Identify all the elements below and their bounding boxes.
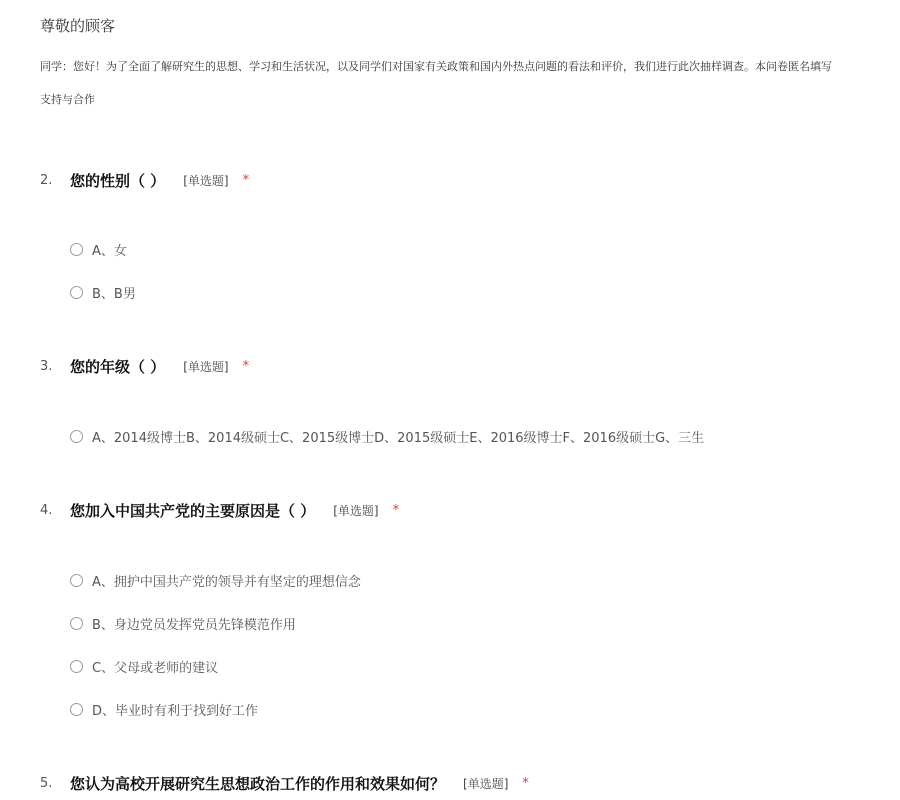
survey-greeting: 尊敬的顾客 (40, 17, 116, 35)
question-number: 4. (40, 502, 53, 518)
radio-button[interactable] (70, 243, 83, 256)
option-label: B、身边党员发挥党员先锋模范作用 (92, 617, 296, 633)
question-type-tag: [单选题] (333, 503, 379, 518)
option-label: C、父母或老师的建议 (92, 660, 219, 676)
radio-button[interactable] (70, 430, 83, 443)
radio-button[interactable] (70, 286, 83, 299)
survey-intro: 同学：您好！为了全面了解研究生的思想、学习和生活状况，以及同学们对国家有关政策和国内外热点问题的看法和评价，我们进行此次抽样调查。本问卷匿名填写 (40, 60, 832, 73)
question-type-tag: [单选题] (183, 359, 229, 374)
question-header (40, 499, 399, 521)
option-label: B、B男 (92, 286, 136, 302)
question-header (40, 355, 249, 377)
option-female[interactable] (70, 240, 127, 258)
question-number: 3. (40, 358, 53, 374)
question-title: 您的性别（ ） (70, 171, 166, 190)
question-title: 您的年级（ ） (70, 357, 166, 376)
option-label: A、2014级博士B、2014级硕士C、2015级博士D、2015级硕士E、2016级博士F、2016级硕士G、三生 (92, 430, 705, 446)
radio-button[interactable] (70, 660, 83, 673)
question-header (40, 772, 529, 794)
required-marker: * (242, 358, 250, 374)
option-male[interactable] (70, 283, 136, 301)
required-marker: * (392, 502, 400, 518)
required-marker: * (242, 172, 250, 188)
radio-button[interactable] (70, 703, 83, 716)
option-d[interactable] (70, 700, 258, 718)
radio-button[interactable] (70, 617, 83, 630)
question-header (40, 169, 249, 191)
question-type-tag: [单选题] (463, 776, 509, 791)
radio-button[interactable] (70, 574, 83, 587)
option-b[interactable] (70, 614, 296, 632)
survey-intro-continued: 支持与合作 (40, 93, 95, 106)
required-marker: * (522, 775, 529, 791)
option-grade[interactable] (70, 427, 704, 445)
question-number: 5. (40, 775, 53, 791)
question-title: 您加入中国共产党的主要原因是（ ） (70, 501, 316, 520)
option-label: A、拥护中国共产党的领导并有坚定的理想信念 (92, 574, 361, 590)
option-c[interactable] (70, 657, 218, 675)
question-title: 您认为高校开展研究生思想政治工作的作用和效果如何？ (70, 774, 446, 793)
option-a[interactable] (70, 571, 361, 589)
question-number: 2. (40, 172, 53, 188)
question-type-tag: [单选题] (183, 173, 229, 188)
option-label: A、女 (92, 243, 127, 259)
option-label: D、毕业时有利于找到好工作 (92, 703, 259, 719)
